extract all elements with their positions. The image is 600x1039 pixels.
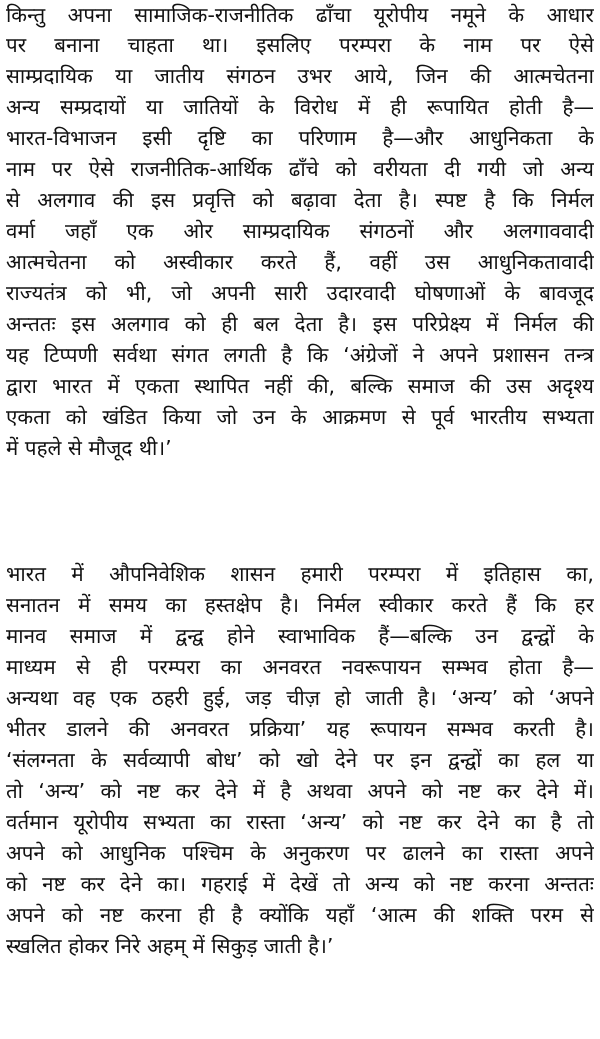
text-line: से अलगाव की इस प्रवृत्ति को बढ़ावा देता है। स्पष्ट है कि निर्मल (6, 188, 594, 212)
text-line: पर बनाना चाहता था। इसलिए परम्परा के नाम पर ऐसे (6, 33, 594, 57)
text-line: भारत में औपनिवेशिक शासन हमारी परम्परा में इतिहास का, (6, 562, 594, 586)
text-line: को नष्ट कर देने का। गहराई में देखें तो अन्य को नष्ट करना अन्ततः (6, 872, 594, 896)
text-line: तो ‘अन्य’ को नष्ट कर देने में है अथवा अपने को नष्ट कर देने में। (6, 779, 594, 803)
text-line: साम्प्रदायिक या जातीय संगठन उभर आये, जिन की आत्मचेतना (6, 64, 594, 88)
text-line: सनातन में समय का हस्तक्षेप है। निर्मल स्वीकार करते हैं कि हर (6, 593, 594, 617)
text-line: में पहले से मौजूद थी।’ (6, 436, 172, 460)
text-line: ‘संलग्नता के सर्वव्यापी बोध’ को खो देने पर इन द्वन्द्वों का हल या (6, 748, 594, 772)
text-line: किन्तु अपना सामाजिक-राजनीतिक ढाँचा यूरोपीय नमूने के आधार (6, 3, 594, 27)
text-line: भारत-विभाजन इसी दृष्टि का परिणाम है—और आधुनिकता के (6, 126, 594, 150)
text-line: एकता को खंडित किया जो उन के आक्रमण से पूर्व भारतीय सभ्यता (6, 405, 594, 429)
text-line: वर्तमान यूरोपीय सभ्यता का रास्ता ‘अन्य’ को नष्ट कर देने का है तो (6, 810, 594, 834)
paragraph-1 (6, 0, 594, 464)
text-line: मानव समाज में द्वन्द्व होने स्वाभाविक हैं—बल्कि उन द्वन्द्वों के (6, 624, 594, 648)
paragraph-2 (6, 559, 594, 962)
text-line: द्वारा भारत में एकता स्थापित नहीं की, बल्कि समाज की उस अदृश्य (6, 374, 594, 398)
text-line: अन्यथा वह एक ठहरी हुई, जड़ चीज़ हो जाती है। ‘अन्य’ को ‘अपने (6, 686, 594, 710)
text-line: यह टिप्पणी सर्वथा संगत लगती है कि ‘अंग्रेजों ने अपने प्रशासन तन्त्र (6, 343, 594, 367)
text-line: अपने को आधुनिक पश्चिम के अनुकरण पर ढालने का रास्ता अपने (6, 841, 594, 865)
text-line: नाम पर ऐसे राजनीतिक-आर्थिक ढाँचे को वरीयता दी गयी जो अन्य (6, 157, 594, 181)
text-line: स्खलित होकर निरे अहम् में सिकुड़ जाती है।’ (6, 934, 334, 958)
text-line: भीतर डालने की अनवरत प्रक्रिया’ यह रूपायन सम्भव करती है। (6, 717, 594, 741)
text-line: वर्मा जहाँ एक ओर साम्प्रदायिक संगठनों और अलगाववादी (6, 219, 594, 243)
text-line: अन्ततः इस अलगाव को ही बल देता है। इस परिप्रेक्ष्य में निर्मल की (6, 312, 594, 336)
text-line: राज्यतंत्र को भी, जो अपनी सारी उदारवादी घोषणाओं के बावजूद (6, 281, 594, 305)
text-line: अपने को नष्ट करना ही है क्योंकि यहाँ ‘आत्म की शक्ति परम से (6, 903, 594, 927)
text-line: माध्यम से ही परम्परा का अनवरत नवरूपायन सम्भव होता है— (6, 655, 594, 679)
text-line: आत्मचेतना को अस्वीकार करते हैं, वहीं उस आधुनिकतावादी (6, 250, 594, 274)
text-line: अन्य सम्प्रदायों या जातियों के विरोध में ही रूपायित होती है— (6, 95, 594, 119)
